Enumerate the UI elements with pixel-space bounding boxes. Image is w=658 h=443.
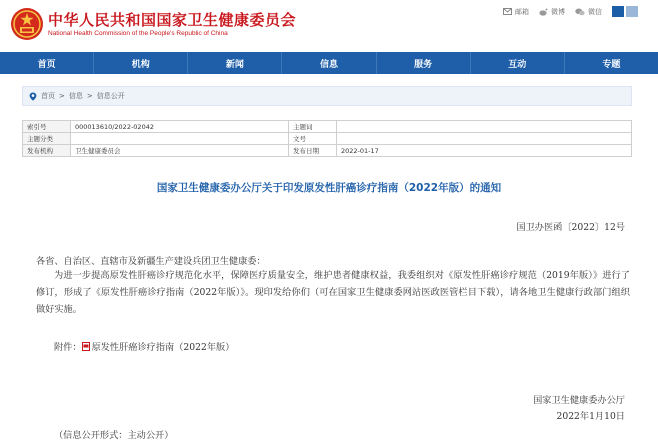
- meta-value: 2022-01-17: [337, 145, 632, 157]
- breadcrumb-information[interactable]: 信息: [68, 92, 83, 100]
- document-title: 国家卫生健康委办公厅关于印发原发性肝癌诊疗指南（2022年版）的通知: [156, 182, 502, 194]
- mail-icon: [503, 8, 512, 15]
- nav-item-topics[interactable]: 专题: [602, 59, 621, 70]
- breadcrumb-disclosure[interactable]: 信息公开: [96, 92, 125, 100]
- salutation: 各省、自治区、直辖市及新疆生产建设兵团卫生健康委：: [36, 256, 266, 267]
- table-row: [23, 145, 632, 157]
- body-paragraph: 为进一步提高原发性肝癌诊疗规范化水平，保障医疗质量安全，维护患者健康权益，我委组织对《原发性肝癌诊疗规范（2019年版）》进行了修订，形成了《原发性肝癌诊疗指南（2022年版）》。现印发给你们（可在国家卫生健康委网站医政医管栏目下载），请各地卫生健康行政部门组织做好实施。: [36, 270, 630, 315]
- meta-key: 文号: [289, 133, 337, 145]
- nav-item-interaction[interactable]: 互动: [471, 52, 565, 74]
- main-nav: [0, 52, 658, 74]
- nav-item-services[interactable]: 服务: [377, 52, 471, 74]
- breadcrumb-home[interactable]: 首页: [41, 92, 55, 100]
- breadcrumb-separator: >: [59, 92, 65, 100]
- disclosure-form: （信息公开形式：主动公开）: [54, 430, 174, 441]
- attachment-label: 附件：: [54, 342, 82, 353]
- top-links: [503, 6, 638, 17]
- weibo-label: 微博: [551, 7, 565, 16]
- attachment-link[interactable]: [82, 339, 235, 353]
- table-row: [23, 133, 632, 145]
- pdf-file-icon: [82, 342, 90, 351]
- document-number: 国卫办医函〔2022〕12号: [516, 222, 625, 233]
- site-header: [0, 0, 658, 50]
- meta-key: 主题分类: [23, 133, 71, 145]
- breadcrumb-separator: >: [86, 92, 93, 100]
- meta-value: [337, 133, 632, 145]
- weibo-link[interactable]: [539, 7, 565, 17]
- signing-organization: 国家卫生健康委办公厅: [533, 395, 625, 406]
- location-pin-icon: [29, 92, 37, 101]
- site-title[interactable]: 中华人民共和国国家卫生健康委员会: [48, 11, 297, 29]
- site-subtitle-en: National Health Commission of the People's Republic of China: [48, 30, 228, 37]
- attachment-line: [54, 339, 234, 353]
- mail-label: 邮箱: [515, 7, 529, 16]
- meta-value: [337, 121, 632, 133]
- wechat-icon: [575, 8, 585, 16]
- document-meta-table: [22, 120, 632, 157]
- wechat-link[interactable]: [575, 7, 602, 17]
- meta-value: 000013610/2022-02042: [71, 121, 289, 133]
- attachment-name: 原发性肝癌诊疗指南（2022年版）: [91, 342, 235, 353]
- meta-key: 发布日期: [289, 145, 337, 157]
- meta-value: 卫生健康委员会: [71, 145, 289, 157]
- meta-value: [71, 133, 289, 145]
- nav-item-news[interactable]: 新闻: [188, 52, 282, 74]
- language-switch: [612, 6, 638, 17]
- meta-key: 发布机构: [23, 145, 71, 157]
- wechat-label: 微信: [588, 7, 602, 16]
- national-emblem-icon[interactable]: [10, 7, 44, 41]
- signing-date: 2022年1月10日: [556, 411, 625, 422]
- nav-item-organization[interactable]: 机构: [94, 52, 188, 74]
- table-row: [23, 121, 632, 133]
- meta-key: 索引号: [23, 121, 71, 133]
- mail-link[interactable]: [503, 7, 529, 17]
- weibo-icon: [539, 8, 548, 16]
- nav-item-home[interactable]: 首页: [0, 52, 94, 74]
- meta-key: 主题词: [289, 121, 337, 133]
- lang-en-button[interactable]: [626, 6, 638, 17]
- lang-cn-button[interactable]: [612, 6, 624, 17]
- nav-item-information[interactable]: 信息: [282, 52, 376, 74]
- breadcrumb: [22, 86, 632, 106]
